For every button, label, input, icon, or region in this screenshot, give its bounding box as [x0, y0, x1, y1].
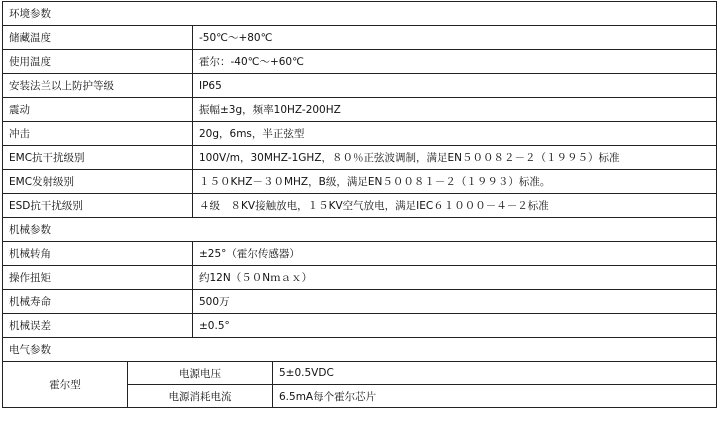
row-value: ±25°（霍尔传感器）	[193, 242, 717, 266]
row-label: 机械寿命	[3, 290, 193, 314]
row-value: 6.5mA每个霍尔芯片	[273, 385, 717, 408]
row-label: 电源消耗电流	[128, 385, 273, 408]
table-row	[3, 266, 717, 290]
table-row	[3, 290, 717, 314]
row-label: 使用温度	[3, 50, 193, 74]
row-value: -50℃～+80℃	[193, 26, 717, 50]
section-title-electrical: 电气参数	[3, 338, 717, 362]
table-row	[3, 314, 717, 338]
group-label: 霍尔型	[3, 362, 128, 408]
section-title-environment: 环境参数	[3, 2, 717, 26]
row-label: 冲击	[3, 122, 193, 146]
row-label: EMC发射级别	[3, 170, 193, 194]
row-label: 机械误差	[3, 314, 193, 338]
row-value: 约12N（５０Nｍａｘ）	[193, 266, 717, 290]
table-row	[3, 122, 717, 146]
row-label: 操作扭矩	[3, 266, 193, 290]
row-value: 500万	[193, 290, 717, 314]
table-row	[3, 194, 717, 218]
row-label: ESD抗干扰级别	[3, 194, 193, 218]
table-row	[3, 362, 717, 385]
section-title-mechanical: 机械参数	[3, 218, 717, 242]
table-row	[3, 170, 717, 194]
section-header-row	[3, 218, 717, 242]
row-label: 电源电压	[128, 362, 273, 385]
row-value: 100V/m，30MHZ-1GHZ，８０％正弦波调制，满足EN５００８２－２（１９９５）标准	[193, 146, 717, 170]
row-value: 5±0.5VDC	[273, 362, 717, 385]
table-row	[3, 74, 717, 98]
row-label: EMC抗干扰级别	[3, 146, 193, 170]
table-row	[3, 242, 717, 266]
row-value: １５０KHZ－３０MHZ，B级，满足EN５００８１－２（１９９３）标准。	[193, 170, 717, 194]
table-row	[3, 50, 717, 74]
row-value: 振幅±3g，频率10HZ-200HZ	[193, 98, 717, 122]
row-value: ±0.5°	[193, 314, 717, 338]
table-row	[3, 26, 717, 50]
row-value: 20g，6ms，半正弦型	[193, 122, 717, 146]
row-label: 储藏温度	[3, 26, 193, 50]
spec-table	[2, 1, 717, 408]
row-value: 霍尔：-40℃～+60℃	[193, 50, 717, 74]
section-header-row	[3, 338, 717, 362]
row-label: 机械转角	[3, 242, 193, 266]
row-value: IP65	[193, 74, 717, 98]
table-row	[3, 146, 717, 170]
row-label: 震动	[3, 98, 193, 122]
row-label: 安装法兰以上防护等级	[3, 74, 193, 98]
row-value: ４级 ８KV接触放电，１５KV空气放电，满足IEC６１０００－４－２标准	[193, 194, 717, 218]
table-row	[3, 98, 717, 122]
section-header-row	[3, 2, 717, 26]
